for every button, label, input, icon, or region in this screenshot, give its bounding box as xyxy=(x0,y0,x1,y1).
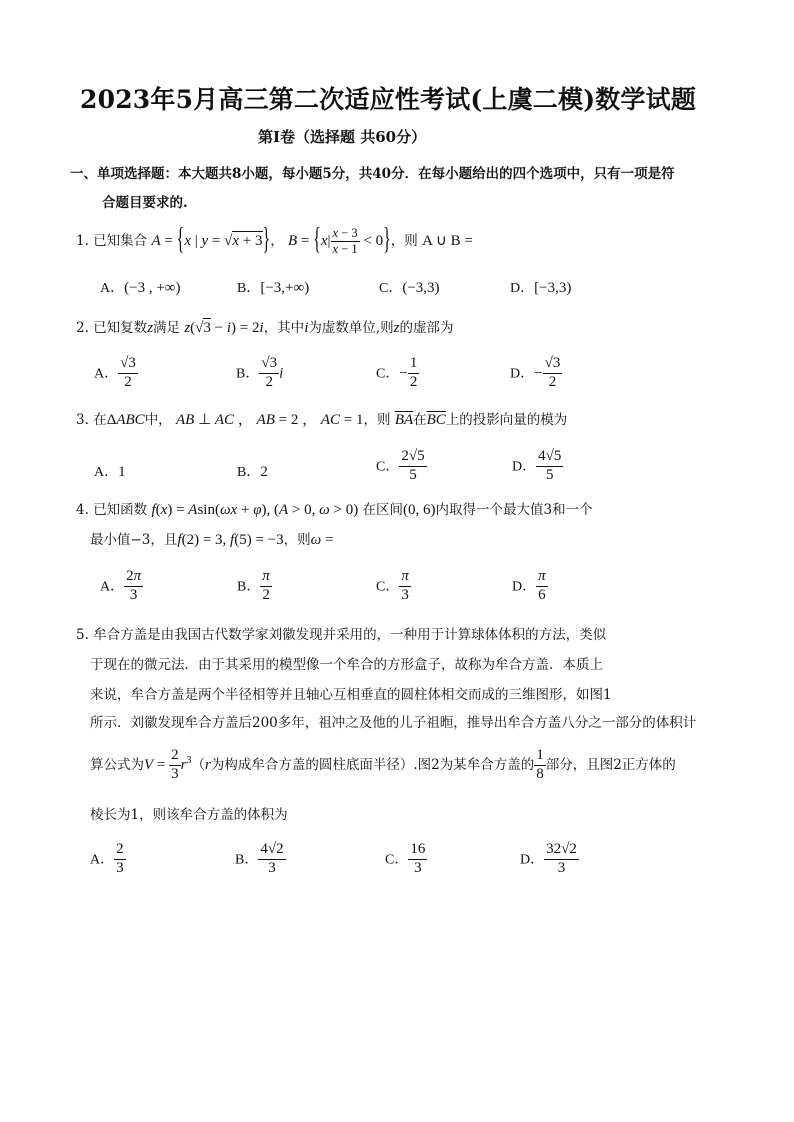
q5-option-b[interactable]: B． $\frac{4√2}{3}$ xyxy=(235,841,284,876)
q2-option-a[interactable]: A． $\frac{√3}{2}$ xyxy=(94,355,136,390)
section-instruction: 一、单项选择题：本大题共8小题，每小题5分，共40分．在每小题给出的四个选项中，只有一项是符 xyxy=(70,166,675,182)
q1-option-a[interactable]: A．(−3 , +∞) xyxy=(100,280,181,296)
section-instruction-cont: 合题目要求的. xyxy=(102,195,188,211)
q3-option-c[interactable]: C． $\frac{2√5}{5}$ xyxy=(376,448,425,483)
q4-option-a[interactable]: A． $\frac{2\pi}{3}$ xyxy=(100,568,142,603)
q5-option-c[interactable]: C． $\frac{16}{3}$ xyxy=(385,841,426,876)
q3-option-b[interactable]: B．2 xyxy=(237,464,268,480)
q5-option-a[interactable]: A． $\frac{2}{3}$ xyxy=(90,841,124,876)
q4-option-b[interactable]: B． $\frac{\pi}{2}$ xyxy=(237,568,270,603)
set-a: A = {x | y = √x + 3} xyxy=(151,223,271,257)
q2-option-c[interactable]: C．− $\frac{1}{2}$ xyxy=(376,355,418,390)
question-3: 3. 在ΔABC中， AB ⊥ AC ， AB = 2 ， AC = 1，则 $\overline{BA}$在$\overline{BC}$上的投影向量的模为 xyxy=(76,412,568,428)
q2-option-b[interactable]: B． $\frac{√3}{2}$ i xyxy=(236,355,284,390)
q3-option-a[interactable]: A．1 xyxy=(94,464,126,480)
set-b: B = {x| $\frac{x - 3}{x - 1}$ < 0} xyxy=(288,223,391,257)
q1-option-c[interactable]: C．(−3,3) xyxy=(379,280,440,296)
section-subtitle: 第Ⅰ卷（选择题 共60分） xyxy=(258,128,427,146)
question-5: 5. 牟合方盖是由我国古代数学家刘徽发现并采用的，一种用于计算球体体积的方法，类似 xyxy=(76,627,607,643)
question-4-line2: 最小值−3，且f(2) = 3, f(5) = −3，则ω = xyxy=(90,532,334,548)
q3-option-d[interactable]: D． $\frac{4√5}{5}$ xyxy=(512,448,562,483)
question-5-line2: 于现在的微元法．由于其采用的模型像一个牟合的方形盒子，故称为牟合方盖．本质上 xyxy=(90,657,603,673)
q1-option-b[interactable]: B．[−3,+∞) xyxy=(237,280,310,296)
question-4: 4. 已知函数 f(x) = Asin(ωx + φ), (A > 0, ω > 0) 在区间(0, 6)内取得一个最大值3和一个 xyxy=(76,502,593,518)
question-5-line3: 来说，牟合方盖是两个半径相等并且轴心互相垂直的圆柱体相交而成的三维图形，如图1 xyxy=(90,687,612,703)
question-5-line4: 所示．刘徽发现牟合方盖后200多年，祖冲之及他的儿子祖暅，推导出牟合方盖八分之一部分的体积计 xyxy=(90,715,697,731)
q2-option-d[interactable]: D．− $\frac{√3}{2}$ xyxy=(510,355,561,390)
page-title: 2023年5月高三第二次适应性考试(上虞二模)数学试题 xyxy=(80,85,697,114)
q1-option-d[interactable]: D．[−3,3) xyxy=(510,280,572,296)
q5-option-d[interactable]: D． $\frac{32√2}{3}$ xyxy=(520,841,577,876)
question-number: 1. xyxy=(76,233,89,250)
question-2: 2. 已知复数z满足 z(√3 − i) = 2i，其中i为虚数单位,则z的虚部为 xyxy=(76,320,454,336)
q4-option-c[interactable]: C． $\frac{\pi}{3}$ xyxy=(376,568,409,603)
question-1: 1. 已知集合 A = {x | y = √x + 3}， B = {x| $\frac{x - 3}{x - 1}$ < 0}，则 A ∪ B = xyxy=(76,223,473,257)
q4-option-d[interactable]: D． $\frac{\pi}{6}$ xyxy=(512,568,546,603)
question-5-line6: 棱长为1，则该牟合方盖的体积为 xyxy=(90,807,288,823)
question-5-line5: 算公式为V = $\frac{2}{3}$ $r^3(r$为构成牟合方盖的圆柱底面半径）.图2为某牟合方盖的 $\frac{1}{8}$ 部分，且图2正方体的 xyxy=(90,747,676,782)
